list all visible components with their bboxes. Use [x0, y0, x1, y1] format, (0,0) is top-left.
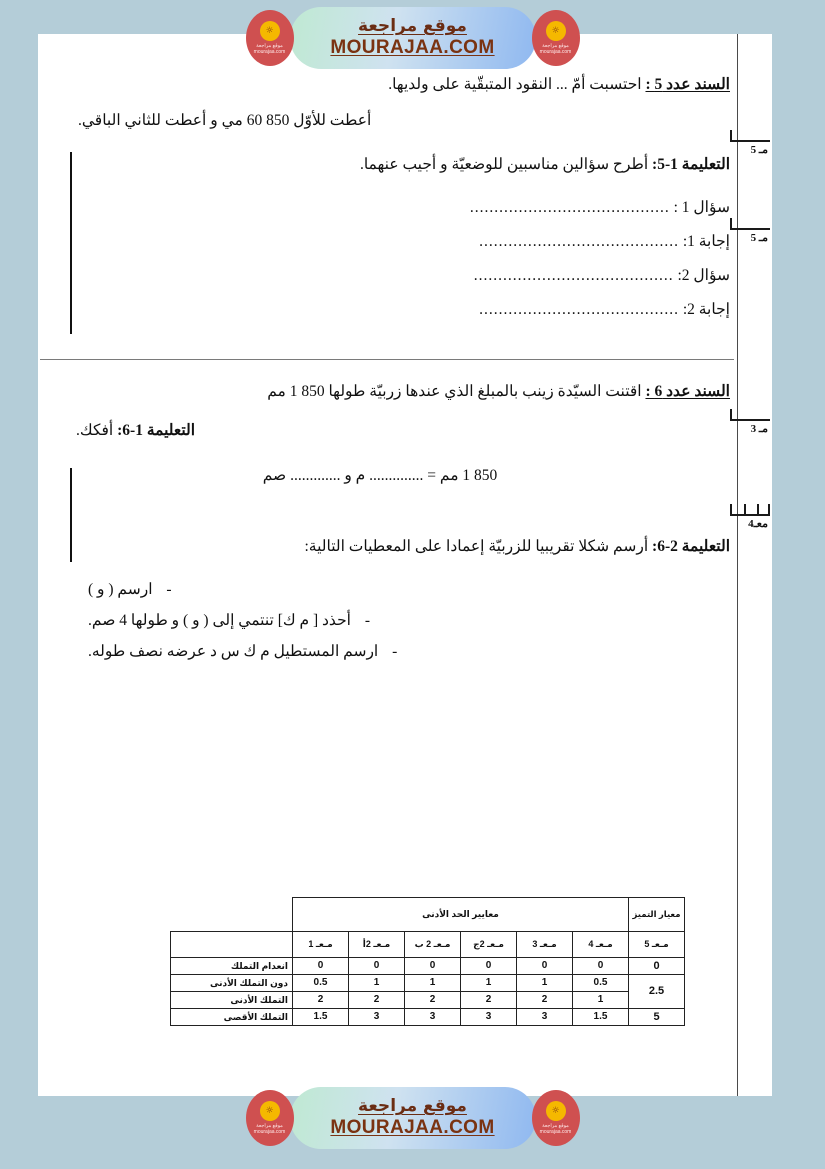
margin-marker-label: مـ 3: [750, 423, 768, 435]
section-divider: [40, 359, 734, 360]
instruction-6-2-text: أرسم شكلا تقريبيا للزربيّة إعمادا على المعطيات التالية:: [304, 538, 649, 555]
page-margin-rule: [737, 34, 738, 1096]
instruction-6-2-label: التعليمة 2-6:: [652, 538, 730, 555]
sanad-5-body: احتسبت أمّ ... النقود المتبقّية على ولديها.: [388, 76, 642, 93]
cell-r2-c2: 2: [349, 992, 405, 1009]
task-bullet-item: [70, 605, 730, 636]
margin-marker-label: مـ 5: [750, 232, 768, 244]
logo-caption: موقع مراجعة mourajaa.com: [253, 1122, 286, 1135]
qa-label: إجابة 2:: [682, 300, 730, 318]
logo-disc-icon: ☼: [260, 21, 280, 41]
cell-r3-c6: 1.5: [573, 1009, 629, 1026]
watermark-url-text: MOURAJAA.COM: [330, 36, 495, 58]
qa-dots[interactable]: .........................................: [479, 300, 679, 318]
qa-dots[interactable]: .........................................: [479, 232, 679, 250]
task-bullet-list: [70, 574, 730, 667]
task-bullet-text: ارسم ( و ): [88, 581, 153, 599]
sanad-5-heading-line: [70, 70, 730, 100]
column-header-excellence: مـعـ 5: [629, 932, 685, 958]
dash-icon: -: [392, 643, 398, 661]
excellence-criterion-header: معيار التميز: [629, 898, 685, 932]
cell-r0-c5: 0: [517, 958, 573, 975]
qa-label: إجابة 1:: [682, 232, 730, 250]
qa-label: سؤال 2:: [677, 266, 730, 284]
instruction-5-1-block: [70, 150, 730, 326]
table-row: [171, 958, 685, 975]
evaluation-grid-wrapper: [170, 897, 685, 1026]
evaluation-grid: [170, 897, 685, 1026]
watermark-pill: [290, 1087, 536, 1149]
cell-r0-c1: 0: [293, 958, 349, 975]
watermark-arabic-text: موقع مراجعة: [358, 1096, 467, 1117]
cell-r0-c6: 0: [573, 958, 629, 975]
qa-row: [70, 225, 730, 259]
margin-marker-1: [730, 130, 772, 156]
cell-r3-c2: 3: [349, 1009, 405, 1026]
sanad-6-heading-line: [70, 377, 730, 407]
watermark-arabic-text: موقع مراجعة: [358, 16, 467, 37]
instruction-5-1-text: أطرح سؤالين مناسبين للوضعيّة و أجيب عنهما.: [359, 156, 649, 174]
cell-r3-c4: 3: [461, 1009, 517, 1026]
section-instruction-6-2: [70, 532, 730, 667]
task-bullet-item: [70, 574, 730, 605]
cell-r1-c6: 0.5: [573, 975, 629, 992]
qa-label: سؤال 1 :: [673, 198, 730, 216]
cell-r3-c3: 3: [405, 1009, 461, 1026]
instruction-6-1-label: التعليمة 1-6:: [117, 422, 196, 440]
excellence-value-0: 0: [629, 958, 685, 975]
sanad-5-second-line: [70, 106, 730, 136]
table-row: [171, 975, 685, 992]
sanad-6-body: اقتنت السيّدة زينب بالمبلغ الذي عندها زربيّة طولها 850 1 مم: [267, 383, 642, 400]
instruction-5-1-label: التعليمة 1-5:: [652, 156, 730, 174]
question-answer-list: [70, 191, 730, 327]
margin-marker-3: [730, 409, 772, 435]
qa-row: [70, 259, 730, 293]
table-row-header: [171, 898, 685, 932]
section-sanad-5: [70, 70, 730, 327]
dash-icon: -: [166, 581, 172, 599]
qa-row: [70, 293, 730, 327]
table-row: [171, 992, 685, 1009]
cell-r0-c4: 0: [461, 958, 517, 975]
cell-r2-c5: 2: [517, 992, 573, 1009]
decomposition-line[interactable]: 850 1 مم = .............. م و ............. صم: [262, 467, 498, 485]
row-label-1: دون التملك الأدنى: [171, 975, 293, 992]
cell-r2-c6: 1: [573, 992, 629, 1009]
qa-dots[interactable]: .........................................: [469, 198, 670, 216]
qa-row: [70, 191, 730, 225]
table-row: [171, 1009, 685, 1026]
cell-r1-c5: 1: [517, 975, 573, 992]
watermark-url-text: MOURAJAA.COM: [330, 1116, 495, 1138]
cell-r1-c3: 1: [405, 975, 461, 992]
bracket-icon: [730, 409, 770, 421]
row-label-0: انعدام التملك: [171, 958, 293, 975]
instruction-6-1-text: أفكك.: [76, 422, 114, 440]
row-label-3: التملك الأقصى: [171, 1009, 293, 1026]
task-bullet-text: ارسم المستطيل م ك س د عرضه نصف طوله.: [88, 643, 379, 661]
margin-marker-2: [730, 218, 772, 244]
logo-disc-icon: ☼: [546, 21, 566, 41]
instruction-6-2-line: [70, 532, 730, 562]
cell-r2-c4: 2: [461, 992, 517, 1009]
minimum-criteria-header: معايير الحد الأدنى: [293, 898, 629, 932]
logo-caption: موقع مراجعة mourajaa.com: [539, 1122, 572, 1135]
cell-r1-c4: 1: [461, 975, 517, 992]
logo-caption: موقع مراجعة mourajaa.com: [539, 42, 572, 55]
cell-r0-c2: 0: [349, 958, 405, 975]
watermark-inner: [253, 1087, 572, 1149]
column-header-crit-1: مـعـ 1: [293, 932, 349, 958]
cell-r2-c3: 2: [405, 992, 461, 1009]
column-header-crit-4: مـعـ 2ج: [461, 932, 517, 958]
cell-r3-c1: 1.5: [293, 1009, 349, 1026]
cell-r1-c2: 1: [349, 975, 405, 992]
column-header-crit-2: مـعـ 2أ: [349, 932, 405, 958]
cell-r2-c1: 2: [293, 992, 349, 1009]
logo-disc-icon: ☼: [260, 1101, 280, 1121]
cell-r0-c3: 0: [405, 958, 461, 975]
margin-marker-label: معـ4: [748, 518, 768, 530]
instruction-6-1-line: [70, 416, 730, 446]
column-header-crit-5: مـعـ 3: [517, 932, 573, 958]
column-header-rowlabel: [171, 932, 293, 958]
cell-r3-c5: 3: [517, 1009, 573, 1026]
task-bullet-item: [70, 636, 730, 667]
column-header-crit-3: مـعـ 2 ب: [405, 932, 461, 958]
column-header-crit-6: مـعـ 4: [573, 932, 629, 958]
logo-disc-icon: ☼: [546, 1101, 566, 1121]
excellence-value-1: 2.5: [629, 975, 685, 1009]
cell-r1-c1: 0.5: [293, 975, 349, 992]
bracket-icon: [730, 130, 770, 142]
instruction-5-1-line: [70, 150, 730, 180]
row-label-2: التملك الأدنى: [171, 992, 293, 1009]
bracket-icon: [730, 218, 770, 230]
scanned-page: [38, 34, 772, 1096]
table-row-columns: [171, 932, 685, 958]
margin-marker-4: [730, 504, 772, 530]
task-bullet-text: أحذد [ م ك] تنتمي إلى ( و ) و طولها 4 صم.: [88, 612, 351, 630]
comb-bracket-icon: [730, 504, 770, 516]
qa-dots[interactable]: .........................................: [473, 266, 674, 284]
header-blank-cell: [171, 898, 293, 932]
logo-caption: موقع مراجعة mourajaa.com: [253, 42, 286, 55]
mourajaa-logo-icon-right: [532, 1090, 580, 1146]
mourajaa-logo-icon-left: [246, 1090, 294, 1146]
sanad-5-body-2: أعطت للأوّل 850 60 مي و أعطت للثاني الباقي.: [78, 112, 372, 130]
excellence-value-2: 5: [629, 1009, 685, 1026]
sanad-6-lead: السند عدد 6 :: [645, 383, 730, 400]
margin-marker-label: مـ 5: [750, 144, 768, 156]
sanad-5-lead: السند عدد 5 :: [645, 76, 730, 93]
dash-icon: -: [364, 612, 371, 630]
